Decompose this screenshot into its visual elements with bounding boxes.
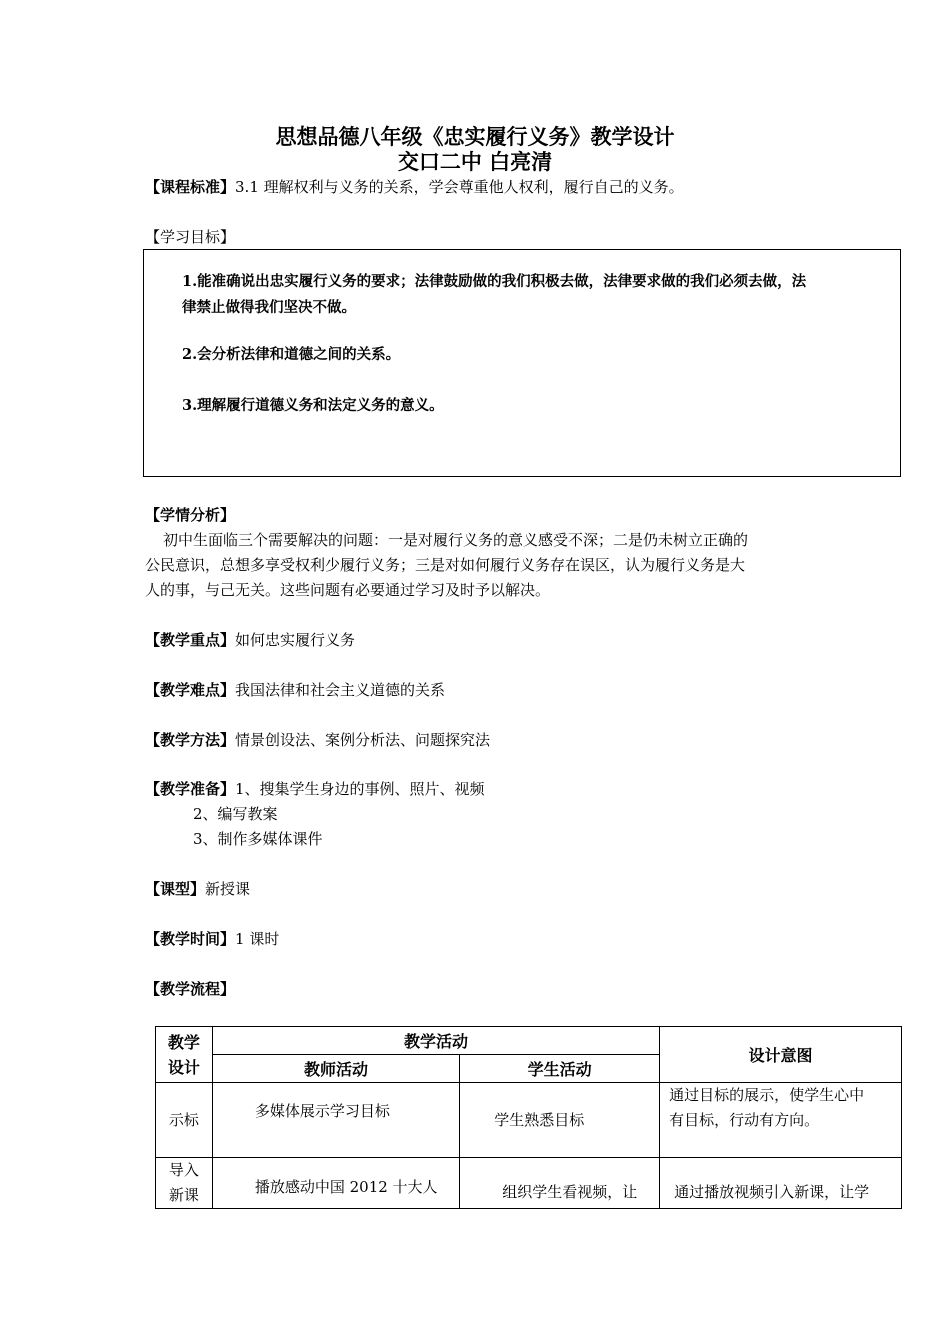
difficulty-text: 我国法律和社会主义道德的关系	[235, 681, 446, 699]
objective-2: 2.会分析法律和道德之间的关系。	[182, 346, 401, 363]
objectives-box	[143, 249, 901, 477]
lesson-type-label: 【课型】	[145, 880, 206, 898]
table-row	[156, 1158, 902, 1209]
objective-3: 3.理解履行道德义务和法定义务的意义。	[182, 397, 444, 414]
objective-1-line-2: 律禁止做得我们坚决不做。	[182, 299, 356, 316]
row-teacher: 多媒体展示学习目标	[212, 1083, 459, 1158]
difficulty-label: 【教学难点】	[145, 681, 236, 699]
doc-author: 交口二中 白亮清	[397, 149, 553, 174]
preparation-item-3: 3、制作多媒体课件	[193, 830, 323, 848]
key-point	[145, 628, 355, 652]
preparation	[145, 777, 485, 801]
header-student: 学生活动	[460, 1055, 660, 1083]
row-stage	[156, 1158, 213, 1209]
course-standard-label: 【课程标准】	[145, 178, 236, 196]
course-standard-text: 3.1 理解权利与义务的关系，学会尊重他人权利，履行自己的义务。	[235, 178, 684, 196]
preparation-item-1: 1、搜集学生身边的事例、照片、视频	[235, 780, 485, 798]
header-design	[156, 1027, 213, 1083]
key-point-text: 如何忠实履行义务	[235, 631, 356, 649]
header-intent: 设计意图	[660, 1027, 902, 1083]
key-point-label: 【教学重点】	[145, 631, 236, 649]
teaching-time-label: 【教学时间】	[145, 930, 236, 948]
process-label: 【教学流程】	[145, 980, 236, 998]
row-stage-line-1: 导入	[168, 1161, 199, 1179]
row-intent	[660, 1083, 902, 1158]
analysis-line-3: 人的事，与己无关。这些问题有必要通过学习及时予以解决。	[145, 581, 551, 599]
header-design-line-1: 教学	[167, 1032, 200, 1052]
row-teacher: 播放感动中国 2012 十大人	[212, 1158, 459, 1209]
course-standard	[145, 175, 684, 199]
lesson-type-text: 新授课	[205, 880, 251, 898]
teaching-time-text: 1 课时	[235, 930, 280, 948]
row-intent: 通过播放视频引入新课，让学	[660, 1158, 902, 1209]
row-intent-line-1: 通过目标的展示，使学生心中	[669, 1086, 865, 1104]
row-student: 组织学生看视频，让	[460, 1158, 660, 1209]
teaching-time	[145, 927, 279, 951]
objective-1-line-1: 1.能准确说出忠实履行义务的要求；法律鼓励做的我们积极去做，法律要求做的我们必须去做，法	[182, 273, 807, 290]
analysis-label: 【学情分析】	[145, 506, 236, 524]
method	[145, 728, 490, 752]
analysis-line-2: 公民意识，总想多享受权利少履行义务；三是对如何履行义务存在误区，认为履行义务是大	[145, 556, 746, 574]
preparation-item-2: 2、编写教案	[193, 805, 278, 823]
doc-title: 思想品德八年级《忠实履行义务》教学设计	[275, 124, 675, 149]
objectives-label: 【学习目标】	[145, 228, 236, 246]
method-text: 情景创设法、案例分析法、问题探究法	[235, 731, 491, 749]
row-stage: 示标	[156, 1083, 213, 1158]
row-intent-line-2: 有目标，行动有方向。	[669, 1111, 820, 1129]
header-activity: 教学活动	[212, 1027, 659, 1055]
table-row	[156, 1083, 902, 1158]
header-teacher: 教师活动	[212, 1055, 459, 1083]
process-table	[155, 1026, 902, 1209]
header-design-line-2: 设计	[167, 1057, 200, 1077]
difficulty	[145, 678, 445, 702]
row-student: 学生熟悉目标	[460, 1083, 660, 1158]
preparation-label: 【教学准备】	[145, 780, 236, 798]
analysis-line-1: 初中生面临三个需要解决的问题：一是对履行义务的意义感受不深；二是仍未树立正确的	[163, 531, 749, 549]
method-label: 【教学方法】	[145, 731, 236, 749]
row-stage-line-2: 新课	[168, 1186, 199, 1204]
lesson-type	[145, 877, 250, 901]
